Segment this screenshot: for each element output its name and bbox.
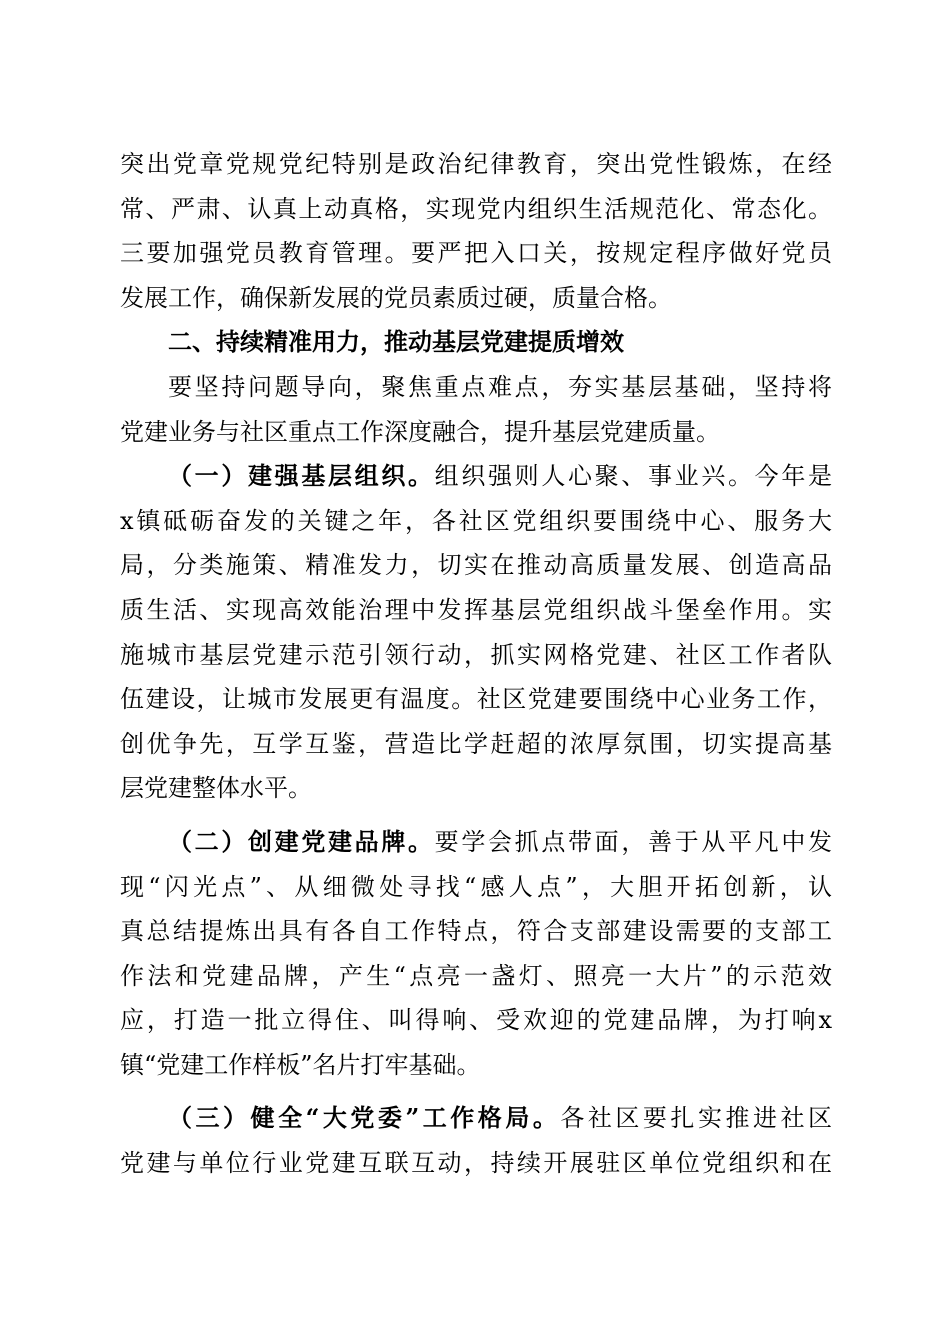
paragraph-line: 现“闪光点”、从细微处寻找“感人点”，大胆开拓创新，认 [120, 872, 832, 901]
subsection-lead: （三）健全“大党委”工作格局。 [168, 1103, 561, 1133]
paragraph-line: 要坚持问题导向，聚焦重点难点，夯实基层基础，坚持将 [168, 372, 832, 401]
paragraph-line: 施城市基层党建示范引领行动，抓实网格党建、社区工作者队 [120, 640, 832, 669]
paragraph-line: 质生活、实现高效能治理中发挥基层党组织战斗堡垒作用。实 [120, 595, 832, 624]
paragraph-line: 创优争先，互学互鉴，营造比学赶超的浓厚氛围，切实提高基 [120, 729, 832, 758]
document-page [120, 142, 832, 1186]
paragraph-text: 组织强则人心聚、事业兴。今年是 [434, 462, 832, 491]
paragraph-line: 局，分类施策、精准发力，切实在推动高质量发展、创造高品 [120, 551, 832, 580]
paragraph-line: 应，打造一批立得住、叫得响、受欢迎的党建品牌，为打响x [120, 1006, 832, 1035]
paragraph-line: 党建与单位行业党建互联互动，持续开展驻区单位党组织和在 [120, 1149, 832, 1178]
paragraph-line: 作法和党建品牌，产生“点亮一盏灯、照亮一大片”的示范效 [120, 961, 832, 990]
paragraph-line: 层党建整体水平。 [120, 774, 312, 803]
paragraph-text: 各社区要扎实推进社区 [560, 1104, 832, 1133]
subsection-lead: （二）创建党建品牌。 [168, 826, 435, 856]
paragraph-line: 常、严肃、认真上动真格，实现党内组织生活规范化、常态化。 [120, 194, 832, 223]
section-heading: 二、持续精准用力，推动基层党建提质增效 [168, 327, 624, 357]
subsection-lead: （一）建强基层组织。 [168, 461, 435, 491]
paragraph-text: 要学会抓点带面，善于从平凡中发 [434, 827, 832, 856]
paragraph-line: 真总结提炼出具有各自工作特点，符合支部建设需要的支部工 [120, 917, 832, 946]
paragraph-line: 伍建设，让城市发展更有温度。社区党建要围绕中心业务工作， [120, 685, 832, 714]
paragraph-line: x镇砥砺奋发的关键之年，各社区党组织要围绕中心、服务大 [120, 506, 832, 535]
paragraph-line: 党建业务与社区重点工作深度融合，提升基层党建质量。 [120, 417, 720, 446]
paragraph-first-line [120, 454, 832, 499]
paragraph-line: 突出党章党规党纪特别是政治纪律教育，突出党性锻炼，在经 [120, 150, 832, 178]
paragraph-first-line [120, 1096, 832, 1141]
paragraph-first-line [120, 820, 832, 865]
paragraph-line: 三要加强党员教育管理。要严把入口关，按规定程序做好党员 [120, 239, 832, 268]
paragraph-line: 镇“党建工作样板”名片打牢基础。 [120, 1050, 481, 1079]
paragraph-line: 发展工作，确保新发展的党员素质过硬，质量合格。 [120, 283, 672, 312]
